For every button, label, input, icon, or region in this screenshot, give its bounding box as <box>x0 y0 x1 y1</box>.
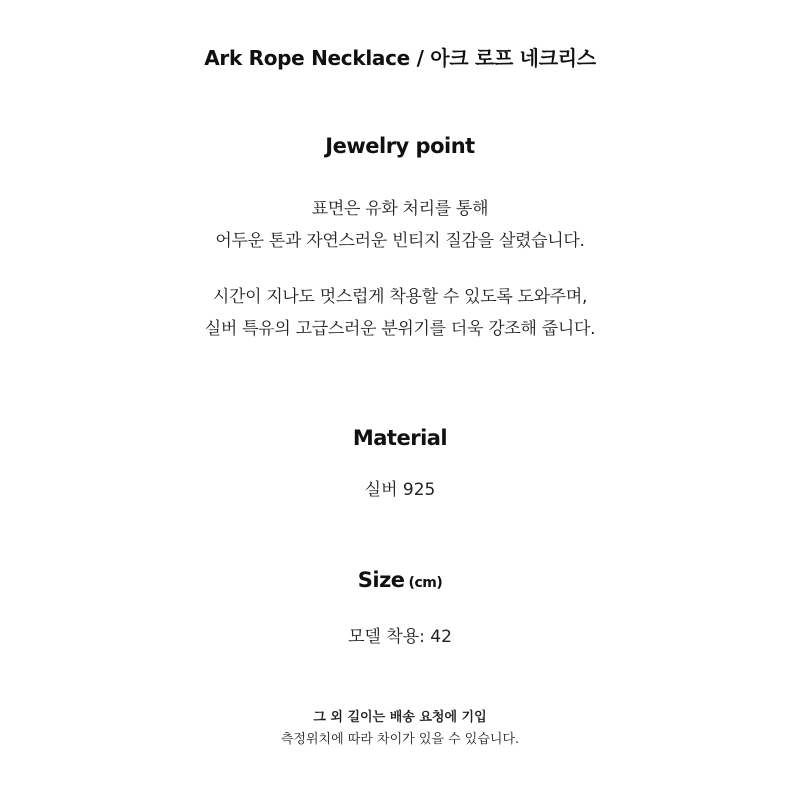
length-note: 그 외 길이는 배송 요청에 기입 <box>313 710 487 725</box>
size-heading: Size <box>357 568 405 592</box>
paragraph-1-line-1: 표면은 유화 처리를 통해 <box>311 199 489 219</box>
jewelry-point-paragraph-1 <box>0 193 800 257</box>
jewelry-point-heading: Jewelry point <box>325 134 475 158</box>
size-unit: (cm) <box>408 575 443 591</box>
paragraph-1-line-2: 어두운 톤과 자연스러운 빈티지 질감을 살렸습니다. <box>215 231 585 251</box>
measurement-note: 측정위치에 따라 차이가 있을 수 있습니다. <box>280 732 520 747</box>
size-value: 모델 착용: 42 <box>348 627 452 647</box>
product-title: Ark Rope Necklace / 아크 로프 네크리스 <box>204 46 596 70</box>
paragraph-2-line-2: 실버 특유의 고급스러운 분위기를 더욱 강조해 줍니다. <box>204 319 596 339</box>
paragraph-2-line-1: 시간이 지나도 멋스럽게 착용할 수 있도록 도와주며, <box>212 287 588 307</box>
material-value: 실버 925 <box>364 480 436 500</box>
jewelry-point-paragraph-2 <box>0 281 800 345</box>
size-heading-row <box>0 568 800 592</box>
material-heading: Material <box>352 426 448 450</box>
